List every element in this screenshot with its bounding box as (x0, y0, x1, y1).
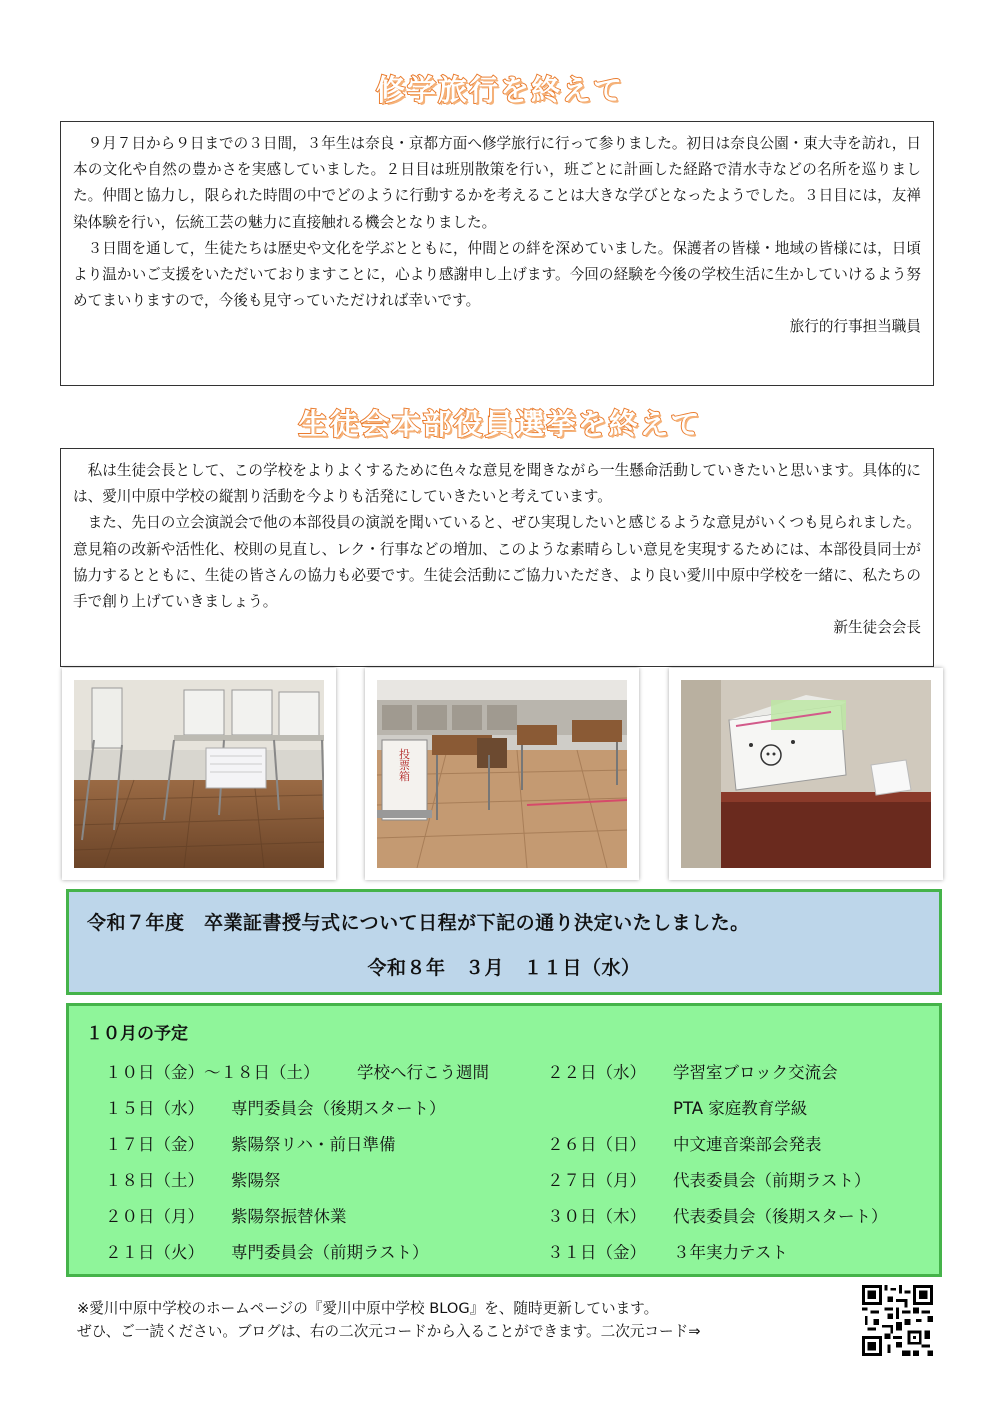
schedule-left-3-date: １８日（土） (105, 1171, 204, 1190)
graduation-date: 令和８年 ３月 １１日（水） (367, 957, 641, 979)
election-paragraph-2: また、先日の立会演説会で他の本部役員の演説を聞いていると、ぜひ実現したいと感じるような意見がいくつも見られました。意見箱の改新や活性化、校則の見直し、レク・行事などの増加、このような素晴らしい意見を実現するためには、本部役員同士が協力するとともに、生徒の皆さんの協力も必要です。生徒会活動にご協力いただき、より良い愛川中原中学校を一緒に、私たちの手で創り上げていきましょう。 (73, 514, 921, 611)
election-article (60, 448, 934, 667)
schedule-right-4-date: ３０日（木） (547, 1207, 646, 1226)
schedule-left-0-date: １０日（金）～１８日（土） (105, 1063, 320, 1082)
schedule-left-1-date: １５日（水） (105, 1099, 204, 1118)
schedule-left-3-event: 紫陽祭 (231, 1171, 281, 1190)
schedule-right-2-date: ２６日（日） (547, 1135, 646, 1154)
schedule-right-3-event: 代表委員会（前期ラスト） (673, 1171, 871, 1190)
schedule-right-5-date: ３１日（金） (547, 1243, 646, 1262)
schedule-right-5-event: ３年実力テスト (673, 1243, 788, 1262)
schedule-title: １０月の予定 (86, 1024, 188, 1044)
schedule-left-4-date: ２０日（月） (105, 1207, 204, 1226)
school-trip-signature: 旅行的行事担当職員 (789, 318, 921, 336)
footer-blog-note: ※愛川中原中学校のホームページの『愛川中原中学校 BLOG』を、随時更新しています。 (77, 1300, 659, 1317)
footer-qr-note: ぜひ、ご一読ください。ブログは、右の二次元コードから入ることができます。二次元コード⇒ (77, 1323, 701, 1340)
schedule-left-5-event: 専門委員会（前期ラスト） (231, 1243, 429, 1262)
schedule-right-3-date: ２７日（月） (547, 1171, 646, 1190)
election-heading: 生徒会本部役員選挙を終えて (298, 407, 702, 441)
school-trip-article (60, 121, 934, 386)
schedule-right-0-date: ２２日（水） (547, 1063, 646, 1082)
graduation-announcement (66, 889, 942, 995)
qr-code-icon[interactable] (862, 1285, 933, 1356)
ballot-box-photo (365, 668, 639, 880)
voting-booths-photo (62, 668, 336, 880)
announcement-text: 令和７年度 卒業証書授与式について日程が下記の通り決定いたしました。 (87, 912, 750, 934)
school-trip-heading: 修学旅行を終えて (375, 73, 624, 107)
schedule-right-1-event: PTA 家庭教育学級 (673, 1099, 808, 1118)
election-signature: 新生徒会会長 (833, 619, 921, 637)
ballot-box-label: 投票箱 (397, 748, 411, 782)
election-paragraph-1: 私は生徒会長として、この学校をよりよくするために色々な意見を聞きながら一生懸命活動していきたいと思います。具体的には、愛川中原中学校の縦割り活動を今よりも活発にしていきたいと考えています。 (73, 462, 921, 506)
october-schedule (66, 1003, 942, 1277)
schedule-left-0-event: 学校へ行こう週間 (357, 1063, 489, 1082)
schedule-left-4-event: 紫陽祭振替休業 (231, 1207, 347, 1226)
schedule-right-4-event: 代表委員会（後期スタート） (673, 1207, 888, 1226)
school-trip-paragraph-2: ３日間を通して，生徒たちは歴史や文化を学ぶとともに，仲間との絆を深めていました。保護者の皆様・地域の皆様には，日頃より温かいご支援をいただいておりますことに，心より感謝申し上げます。今回の経験を今後の学校生活に生かしていけるよう努めてまいりますので，今後も見守っていただければ幸いです。 (73, 239, 921, 310)
schedule-left-2-date: １７日（金） (105, 1135, 204, 1154)
schedule-right-2-event: 中文連音楽部会発表 (673, 1135, 822, 1154)
schedule-left-2-event: 紫陽祭リハ・前日準備 (231, 1135, 396, 1154)
schedule-left-1-event: 専門委員会（後期スタート） (231, 1099, 446, 1118)
opinion-box-photo (669, 668, 943, 880)
school-trip-paragraph-1: ９月７日から９日までの３日間，３年生は奈良・京都方面へ修学旅行に行って参りました。初日は奈良公園・東大寺を訪れ，日本の文化や自然の豊かさを実感していました。２日目は班別散策を行い，班ごとに計画した経路で清水寺などの名所を巡りました。仲間と協力し，限られた時間の中でどのように行動するかを考えることは大きな学びとなったようでした。３日目には，友禅染体験を行い，伝統工芸の魅力に直接触れる機会となりました。 (73, 135, 921, 231)
schedule-left-5-date: ２１日（火） (105, 1243, 204, 1262)
schedule-right-0-event: 学習室ブロック交流会 (673, 1063, 838, 1082)
